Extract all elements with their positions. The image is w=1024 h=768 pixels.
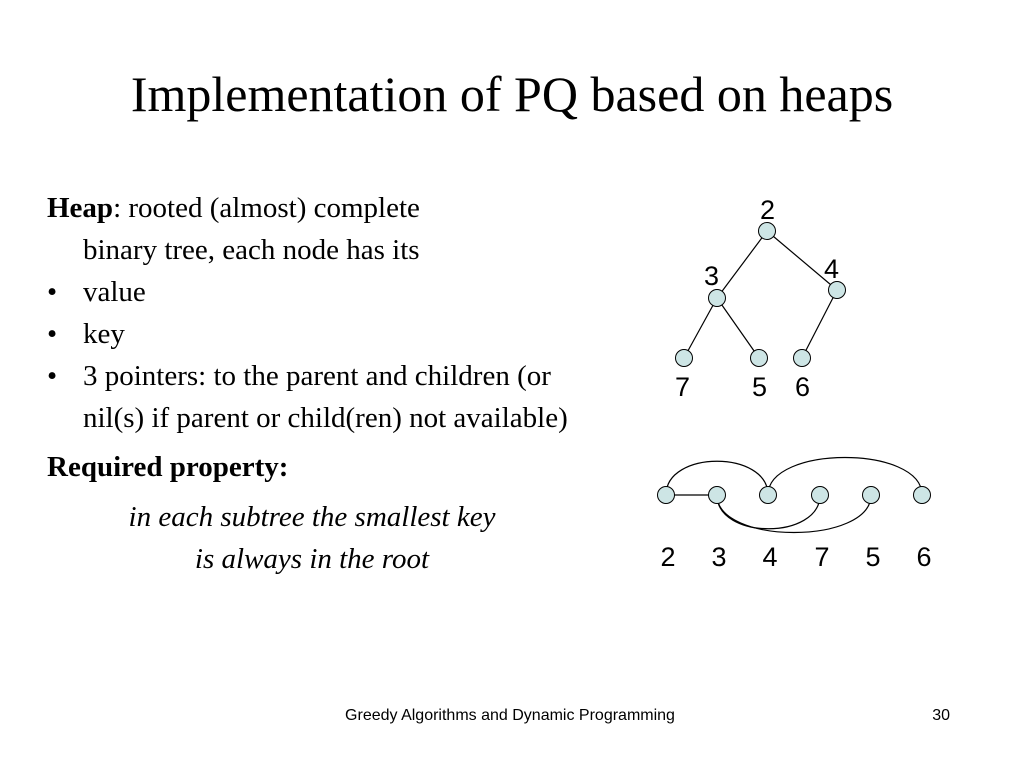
page-number: 30: [932, 707, 950, 724]
array-label: 5: [865, 542, 881, 572]
heap-array-labels: [660, 542, 931, 572]
tree-node: [676, 350, 693, 367]
tree-node-label: 6: [795, 372, 811, 402]
bullet-icon: •: [47, 360, 58, 392]
heap-array-links: [666, 458, 922, 533]
tree-node-label: 2: [760, 195, 776, 225]
bullet-text: key: [83, 318, 125, 350]
array-label: 4: [762, 542, 778, 572]
array-label: 6: [916, 542, 932, 572]
heap-tree-nodes: [676, 223, 846, 367]
array-node: [760, 487, 777, 504]
tree-node-label: 3: [704, 261, 720, 291]
bullet-text: value: [83, 276, 146, 308]
heap-definition-line1: : rooted (almost) complete: [113, 192, 420, 224]
tree-edge: [717, 298, 759, 358]
footer-title: Greedy Algorithms and Dynamic Programming: [345, 707, 675, 724]
heap-definition-line2: binary tree, each node has its: [83, 234, 420, 266]
array-link: [717, 495, 871, 533]
slide-title: Implementation of PQ based on heaps: [130, 66, 894, 122]
tree-node-label: 5: [752, 372, 768, 402]
array-node: [863, 487, 880, 504]
tree-edge: [717, 231, 767, 298]
bullet-icon: •: [47, 276, 58, 308]
tree-node: [751, 350, 768, 367]
array-label: 2: [660, 542, 676, 572]
required-property-label: Required property:: [47, 451, 289, 483]
tree-edge: [684, 298, 717, 358]
tree-node: [829, 282, 846, 299]
bullet-icon: •: [47, 318, 58, 350]
tree-node: [794, 350, 811, 367]
array-node: [914, 487, 931, 504]
heap-tree-diagram: [684, 231, 840, 358]
array-link: [768, 458, 922, 496]
array-label: 3: [711, 542, 727, 572]
rule-line2: is always in the root: [194, 543, 430, 575]
tree-node: [709, 290, 726, 307]
rule-line1: in each subtree the smallest key: [128, 501, 496, 533]
heap-tree-labels: [675, 195, 839, 402]
tree-node-label: 7: [675, 372, 691, 402]
array-node: [709, 487, 726, 504]
array-node: [812, 487, 829, 504]
tree-node-label: 4: [824, 254, 840, 284]
array-node: [658, 487, 675, 504]
heap-term: Heap: [47, 192, 114, 224]
tree-edge: [802, 290, 837, 358]
tree-node: [759, 223, 776, 240]
array-label: 7: [814, 542, 830, 572]
bullet-text: 3 pointers: to the parent and children (or nil(s) if parent or child(ren) not available): [83, 360, 568, 434]
